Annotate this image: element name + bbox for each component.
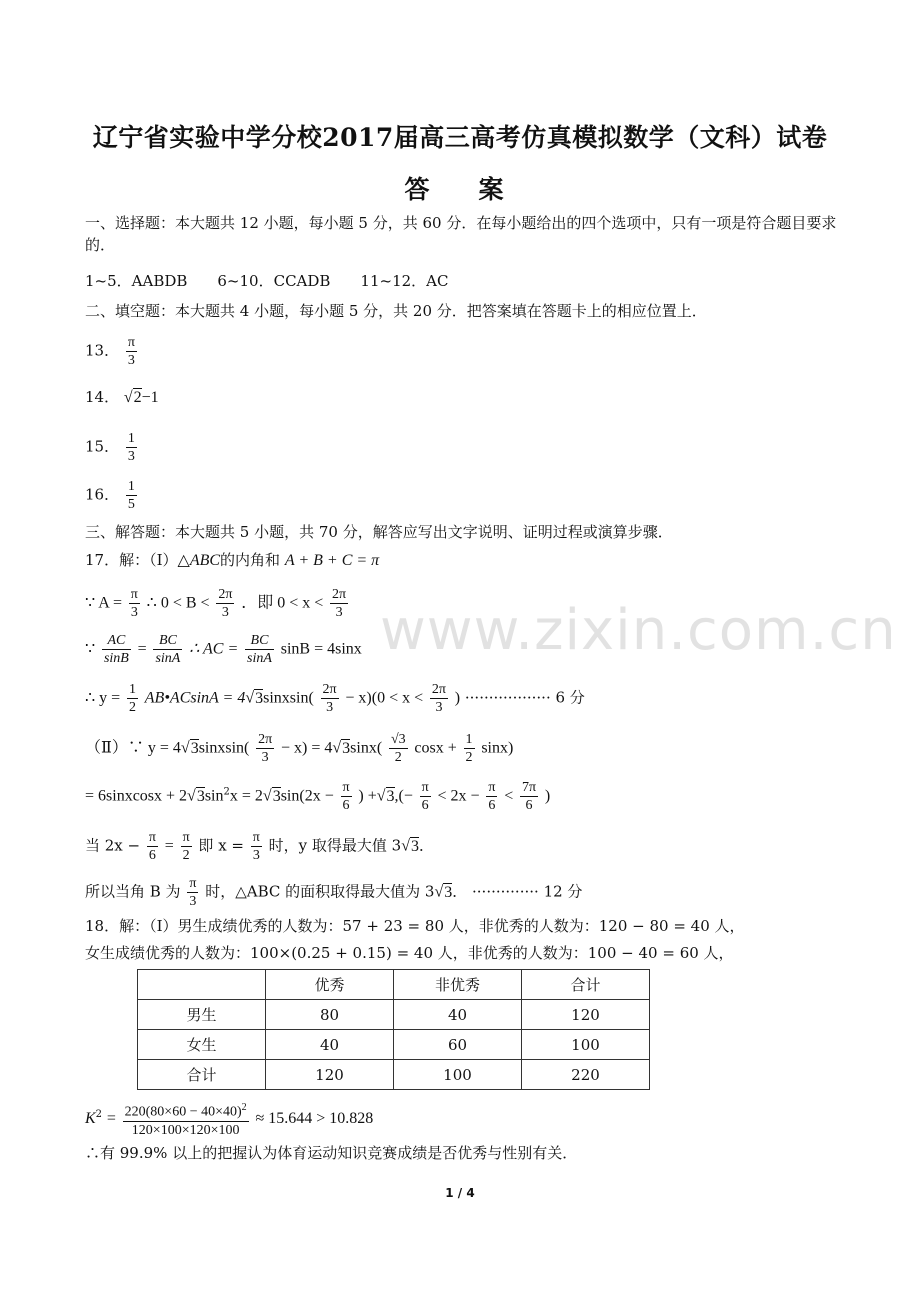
watermark: www.zixin.com.cn bbox=[380, 598, 897, 663]
table-cell: 合计 bbox=[138, 1060, 266, 1090]
table-cell: 女生 bbox=[138, 1030, 266, 1060]
table-cell: 60 bbox=[394, 1030, 522, 1060]
q16 bbox=[85, 478, 840, 513]
q14-label: 14． bbox=[85, 388, 120, 406]
page-number: 1 / 4 bbox=[445, 1186, 475, 1200]
table-header-cell bbox=[138, 970, 266, 1000]
table-cell: 40 bbox=[394, 1000, 522, 1030]
table-cell: 120 bbox=[522, 1000, 650, 1030]
table-cell: 220 bbox=[522, 1060, 650, 1090]
q17-line7: 当 2x − $\frac{\pi}{6}$ = $\frac{\pi}{2}$ 即 x = $\frac{\pi}{3}$ 时，y 取得最大值 3√3． bbox=[85, 830, 434, 863]
score-6: 6 分 bbox=[555, 688, 585, 707]
table-cell: 100 bbox=[522, 1030, 650, 1060]
table-row bbox=[138, 1060, 650, 1090]
q15-label: 15． bbox=[85, 437, 120, 456]
table-cell: 120 bbox=[266, 1060, 394, 1090]
q16-fraction: $\frac{1}{5}$ bbox=[127, 479, 135, 512]
q15-fraction: $\frac{1}{3}$ bbox=[127, 431, 135, 464]
chi-square-formula: $K^2$ = $\frac{220(80\times 60 - 40\times 40)^2}{120\times 100\times 120\times 100}$ ≈ 15.644 > 10.828 bbox=[85, 1099, 840, 1139]
q18-line2: 女生成绩优秀的人数为：100×(0.25 + 0.15) = 40 人，非优秀的人数为：100 − 40 = 60 人， bbox=[85, 944, 734, 962]
table-cell: 40 bbox=[266, 1030, 394, 1060]
gender-performance-table bbox=[137, 969, 650, 1090]
q17-line5: （Ⅱ）∵ y = 4√3sinxsin( $\frac{2\pi}{3}$ − x) = 4√3sinx( $\frac{√3}{2}$ cosx + $\frac{1}{2}$ sinx) bbox=[85, 732, 514, 765]
page-title: 辽宁省实验中学分校2017届高三高考仿真模拟数学（文科）试卷 bbox=[92, 123, 828, 152]
q17-line1: 17．解：（Ⅰ）△ABC的内角和 A + B + C = π bbox=[85, 551, 380, 569]
q18-line1: 18．解：（Ⅰ）男生成绩优秀的人数为：57 + 23 = 80 人，非优秀的人数为：120 − 80 = 40 人， bbox=[85, 917, 745, 935]
q16-label: 16． bbox=[85, 485, 120, 504]
q13-label: 13． bbox=[85, 341, 120, 360]
table-row bbox=[138, 1030, 650, 1060]
q18-conclusion: ∴有 99.9% 以上的把握认为体育运动知识竞赛成绩是否优秀与性别有关． bbox=[85, 1144, 578, 1162]
score-12: 12 分 bbox=[543, 882, 583, 901]
table-header-cell: 优秀 bbox=[266, 970, 394, 1000]
table-cell: 100 bbox=[394, 1060, 522, 1090]
q13-fraction: $\frac{\pi}{3}$ bbox=[127, 335, 135, 368]
section3-intro: 三、解答题：本大题共 5 小题，共 70 分，解答应写出文字说明、证明过程或演算步骤． bbox=[85, 523, 673, 541]
q17-line8: 所以当角 B 为 $\frac{\pi}{3}$ 时，△ABC 的面积取得最大值为 3√3． ·············· 12 分 bbox=[85, 876, 583, 909]
table-row bbox=[138, 1000, 650, 1030]
q14-answer: √2−1 bbox=[123, 389, 159, 406]
table-header-cell: 合计 bbox=[522, 970, 650, 1000]
choice-answers: 1~5．AABDB 6~10．CCADB 11~12．AC bbox=[85, 272, 449, 290]
section2-intro: 二、填空题：本大题共 4 小题，每小题 5 分，共 20 分．把答案填在答题卡上的相应位置上． bbox=[85, 302, 707, 320]
q14 bbox=[85, 386, 840, 409]
table-header-cell: 非优秀 bbox=[394, 970, 522, 1000]
q15 bbox=[85, 430, 840, 465]
q17-line4: ∴ y = $\frac{1}{2}$ AB•ACsinA = 4√3sinxsin( $\frac{2\pi}{3}$ − x)(0 < x < $\frac{2\pi}{3}$ ) ·················· 6 分 bbox=[85, 682, 585, 715]
table-header-row bbox=[138, 970, 650, 1000]
q17-line2: ∵ A = $\frac{\pi}{3}$ ∴ 0 < B < $\frac{2\pi}{3}$ ．即 0 < x < $\frac{2\pi}{3}$ bbox=[85, 587, 347, 620]
section1-intro: 一、选择题：本大题共 12 小题，每小题 5 分，共 60 分．在每小题给出的四个选项中，只有一项是符合题目要求的． bbox=[85, 214, 837, 254]
q17-line6: = 6sinxcosx + $2√3\sin^2x = 2√3\sin(2x$ − $\frac{\pi}{6}$ ) +√3,(− $\frac{\pi}{6}$ < 2x − $\frac{\pi}{6}$ < $\frac{7\pi}{6}$ ) bbox=[85, 780, 551, 813]
table-cell: 男生 bbox=[138, 1000, 266, 1030]
page-subtitle: 答 案 bbox=[404, 175, 516, 204]
q17-line3: ∵ $\frac{AC}{\sin B}$ = $\frac{BC}{\sin A}$ ∴ AC = $\frac{BC}{\sin A}$ sinB = 4sinx bbox=[85, 633, 362, 666]
q13 bbox=[85, 334, 840, 369]
table-cell: 80 bbox=[266, 1000, 394, 1030]
